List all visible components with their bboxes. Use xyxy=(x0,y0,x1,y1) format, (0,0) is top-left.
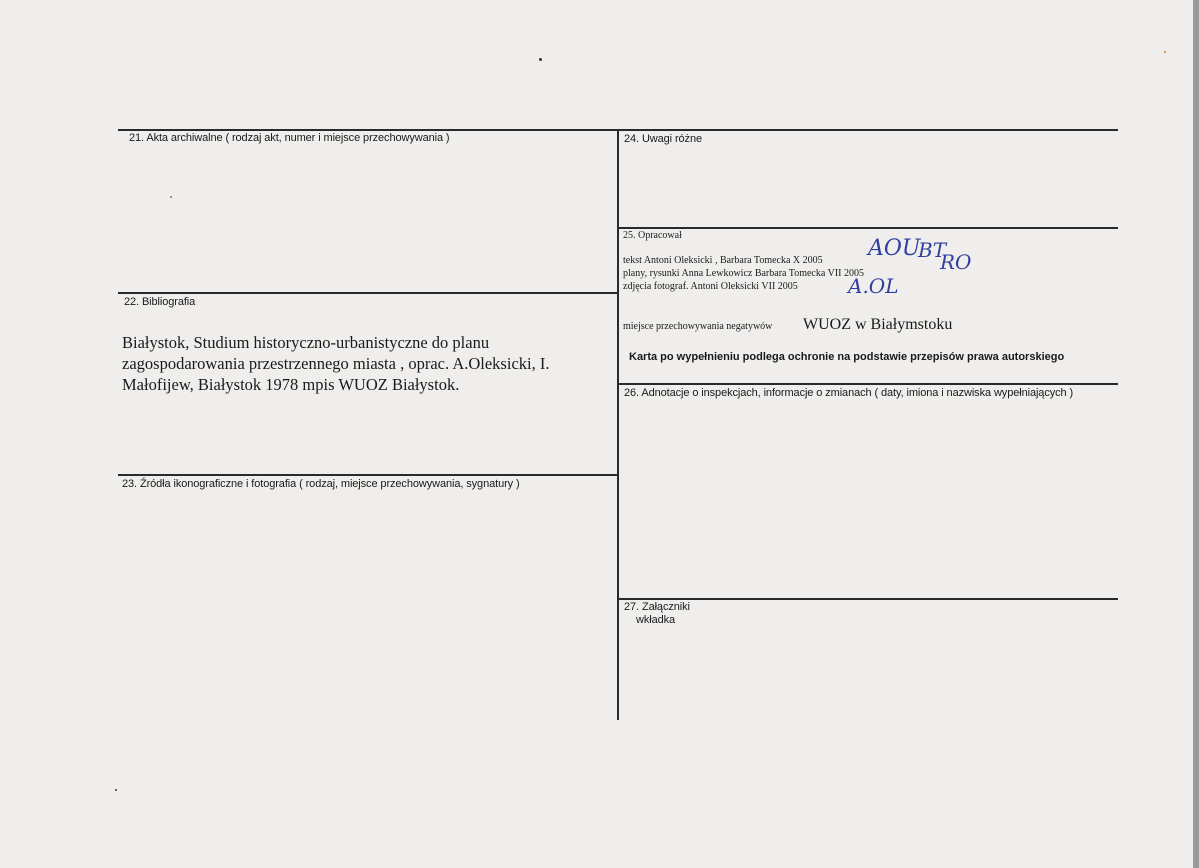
scan-edge xyxy=(1193,0,1199,868)
section-26-label: 26. Adnotacje o inspekcjach, informacje o zmianach ( daty, imiona i nazwiska wypełniających ) xyxy=(624,387,1074,399)
handwritten-initials-1: AOU xyxy=(868,236,921,261)
bibliography-text xyxy=(122,332,592,395)
rule-top-right xyxy=(618,129,1118,131)
scan-speck xyxy=(170,196,172,198)
section-21-label: 21. Akta archiwalne ( rodzaj akt, numer i miejsce przechowywania ) xyxy=(129,132,450,144)
section-23-label: 23. Źródła ikonograficzne i fotografia ( rodzaj, miejsce przechowywania, sygnatury ) xyxy=(122,478,520,490)
bibliography-line-1: Białystok, Studium historyczno-urbanistyczne do planu xyxy=(122,333,490,352)
section-24-label: 24. Uwagi różne xyxy=(624,133,702,145)
rule-22 xyxy=(118,292,618,294)
rule-top-left xyxy=(118,129,618,131)
scan-speck xyxy=(1164,51,1166,53)
section-25-label: 25. Opracował xyxy=(623,230,682,241)
scan-speck xyxy=(539,58,542,61)
scan-speck xyxy=(115,789,117,791)
prepared-photos-line: zdjęcia fotograf. Antoni Oleksicki VII 2005 xyxy=(623,281,798,292)
handwritten-initials-4: RO xyxy=(940,250,972,274)
rule-27 xyxy=(618,598,1118,600)
attachment-item: wkładka xyxy=(636,614,676,626)
negatives-value: WUOZ w Białymstoku xyxy=(803,316,953,333)
rule-23 xyxy=(118,474,618,476)
rule-25 xyxy=(618,227,1118,229)
handwritten-initials-3: BT xyxy=(918,238,947,262)
center-divider xyxy=(617,129,619,720)
bibliography-line-2: zagospodarowania przestrzennego miasta , oprac. A.Oleksicki, I. xyxy=(122,354,550,373)
section-27-label: 27. Załączniki xyxy=(624,601,690,613)
handwritten-initials-2: A.OL xyxy=(848,274,899,298)
prepared-text-line: tekst Antoni Oleksicki , Barbara Tomecka X 2005 xyxy=(623,255,823,266)
section-22-label: 22. Bibliografia xyxy=(124,296,196,308)
negatives-label: miejsce przechowywania negatywów xyxy=(623,321,773,332)
copyright-note: Karta po wypełnieniu podlega ochronie na podstawie przepisów prawa autorskiego xyxy=(629,351,1065,363)
prepared-plans-line: plany, rysunki Anna Lewkowicz Barbara Tomecka VII 2005 xyxy=(623,268,864,279)
bibliography-line-3: Małofijew, Białystok 1978 mpis WUOZ Białystok. xyxy=(122,375,460,394)
rule-26 xyxy=(618,383,1118,385)
